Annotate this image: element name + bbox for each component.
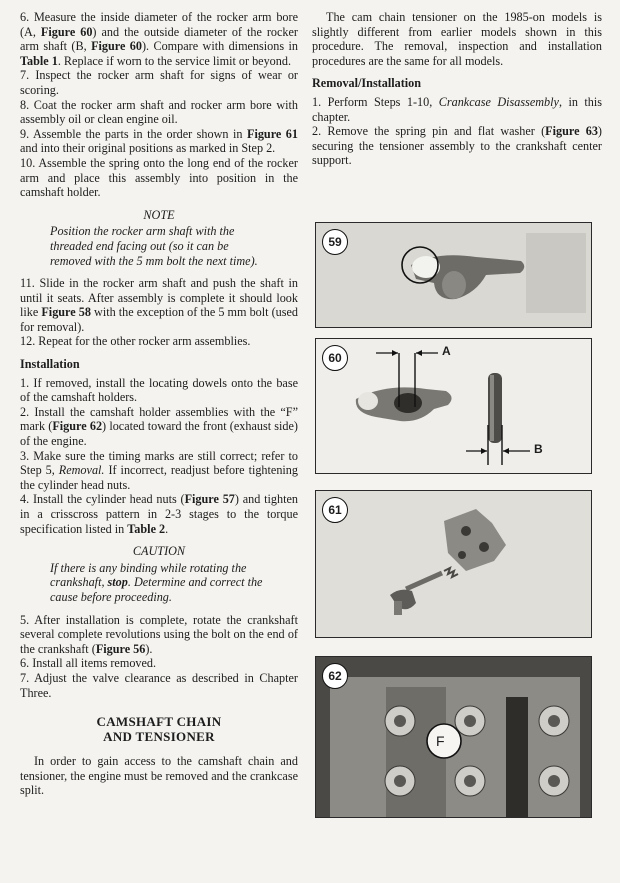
caution-title: CAUTION — [132, 544, 186, 559]
install-step-3: 3. Make sure the timing marks are still correct; refer to Step 5, Removal. If incorrect, readjust before tightening the cylinder head nuts. — [20, 448, 298, 492]
figure-62 — [315, 656, 592, 818]
section-intro: In order to gain access to the camshaft chain and tensioner, the engine must be removed and the crankcase split. — [20, 754, 298, 798]
figure-62-number: 62 — [322, 663, 348, 689]
figure-59-photo — [316, 223, 591, 327]
figure-60-number: 60 — [322, 345, 348, 371]
section-heading-line-2: AND TENSIONER — [103, 729, 215, 745]
section-heading-line-1: CAMSHAFT CHAIN — [96, 714, 222, 730]
install-step-6: 6. Install all items removed. — [20, 656, 157, 671]
step-8: 8. Coat the rocker arm shaft and rocker arm bore with assembly oil or clean engine oil. — [20, 97, 298, 127]
figure-61-number: 61 — [322, 497, 348, 523]
figure-60-label-a: A — [442, 344, 451, 358]
removal-step-1: 1. Perform Steps 1-10, Crankcase Disassembly, in this chapter. — [312, 94, 603, 124]
step-11: 11. Slide in the rocker arm shaft and push the shaft in until it seats. After assembly is complete it should look like Figure 58 with the exception of the 5 mm bolt (used for removal). — [20, 276, 298, 334]
install-step-2: 2. Install the camshaft holder assemblies with the “F” mark (Figure 62) located toward the front (exhaust side) of the engine. — [20, 404, 298, 449]
install-step-5: 5. After installation is complete, rotate the crankshaft several complete revolutions using the bolt on the end of the crankshaft (Figure 56). — [20, 612, 298, 656]
note-title: NOTE — [143, 207, 175, 222]
figure-61-photo — [316, 491, 591, 637]
step-10: 10. Assemble the spring onto the long end of the rocker arm and place this assembly into position in the camshaft holder. — [20, 155, 298, 200]
tensioner-intro: The cam chain tensioner on the 1985-on models is slightly different from earlier models shown in this procedure. The removal, inspection and installation procedures are the same for all models. — [312, 10, 602, 68]
figure-59 — [315, 222, 592, 328]
figure-61 — [315, 490, 592, 638]
figure-60-label-b: B — [534, 442, 543, 456]
step-9: 9. Assemble the parts in the order shown in Figure 61 and into their original positions as marked in Step 2. — [20, 126, 298, 156]
right-column — [312, 10, 602, 168]
install-step-4: 4. Install the cylinder head nuts (Figure 57) and tighten in a crisscross pattern in 2-3 stages to the torque specification listed in Table 2. — [20, 492, 298, 536]
figure-60-diagram — [316, 339, 591, 473]
caution-body: If there is any binding while rotating the crankshaft, stop. Determine and correct the cause before proceeding. — [50, 560, 263, 604]
install-step-1: 1. If removed, install the locating dowels onto the base of the camshaft holders. — [20, 375, 298, 405]
step-6: 6. Measure the inside diameter of the rocker arm bore (A, Figure 60) and the outside diameter of the rocker arm shaft (B, Figure 60). Compare with dimensions in Table 1. Replace if worn to the service limit or beyond. — [20, 10, 298, 68]
figure-62-f-mark: F — [436, 733, 445, 749]
figure-59-number: 59 — [322, 229, 348, 255]
removal-installation-heading: Removal/Installation — [312, 76, 422, 91]
left-column — [20, 10, 298, 798]
installation-heading: Installation — [20, 357, 80, 372]
step-7: 7. Inspect the rocker arm shaft for signs of wear or scoring. — [20, 68, 298, 97]
install-step-7: 7. Adjust the valve clearance as described in Chapter Three. — [20, 670, 298, 700]
note-body: Position the rocker arm shaft with the threaded end facing out (so it can be removed with the 5 mm bolt the next time). — [50, 224, 258, 268]
figure-60 — [315, 338, 592, 474]
removal-step-2: 2. Remove the spring pin and flat washer (Figure 63) securing the tensioner assembly to the crankshaft center support. — [312, 124, 602, 168]
step-12: 12. Repeat for the other rocker arm assemblies. — [20, 334, 251, 349]
figure-62-photo — [316, 657, 591, 817]
